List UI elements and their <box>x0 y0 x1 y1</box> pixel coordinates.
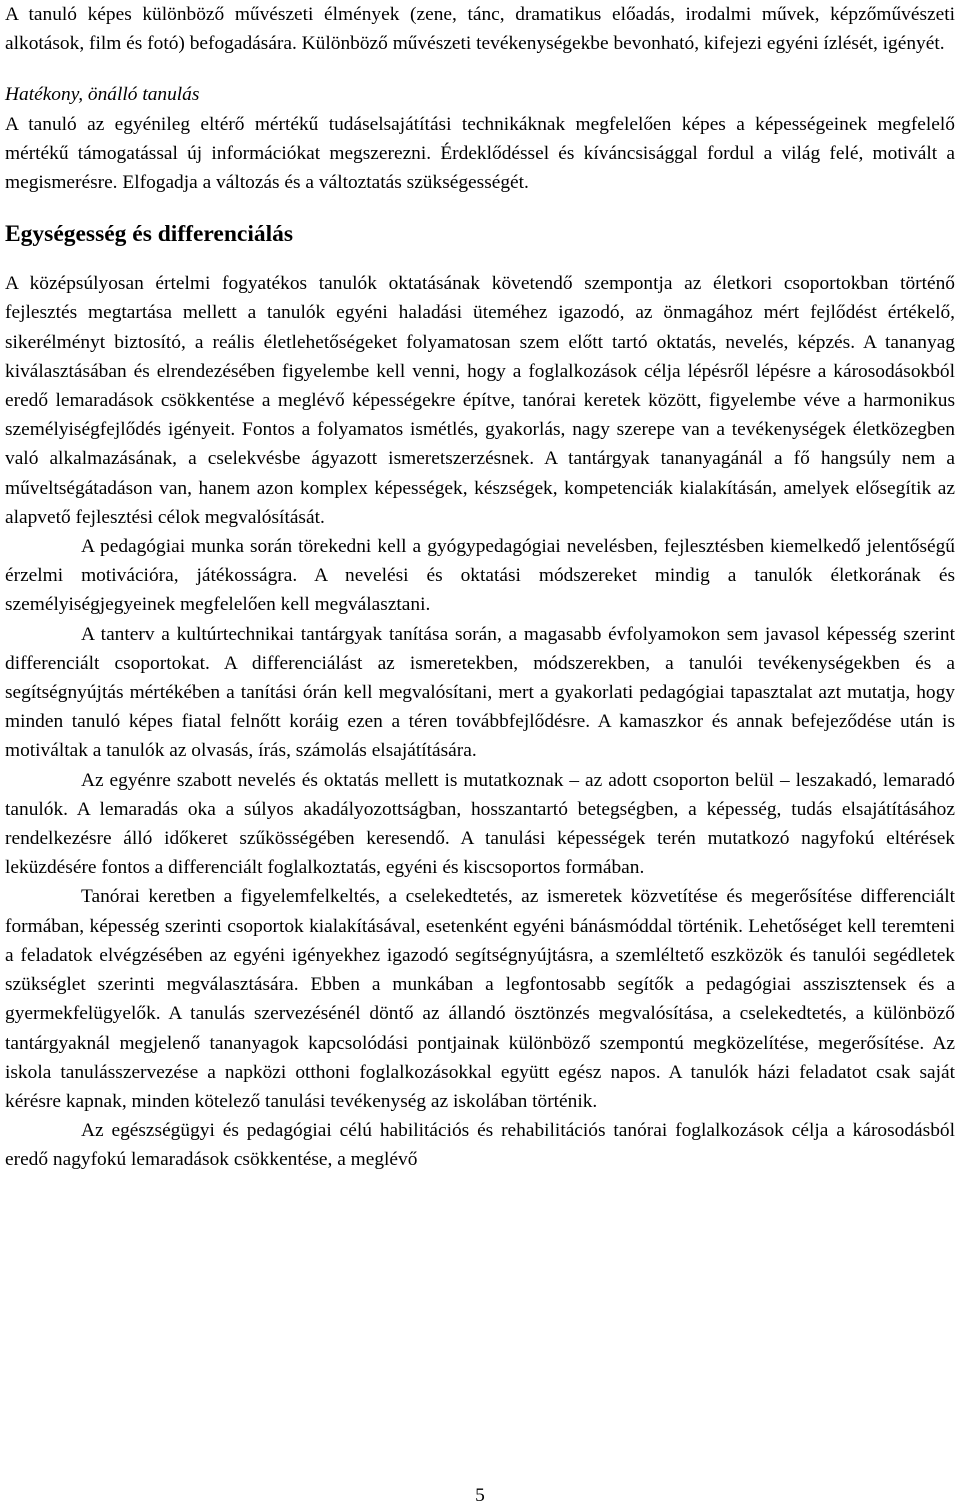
body-paragraph-6: Az egészségügyi és pedagógiai célú habilitációs és rehabilitációs tanórai foglalkozások célja a károsodásból eredő nagyfokú lemaradások csökkentése, a meglévő <box>5 1120 955 1171</box>
body-paragraph-3: A tanterv a kultúrtechnikai tantárgyak tanítása során, a magasabb évfolyamokon sem javasol képesség szerint differenciált csoportokat. A differenciálást az ismeretekben, módszerekben, a tanulói tevékenységekben és a segítségnyújtás mértékében a tanítási órán kell megvalósítani, mert a gyakorlati pedagógiai tapasztalat azt mutatja, hogy minden tanuló képes fiatal felnőtt koráig ezen a téren továbbfejlődésre. A kamaszkor és annak befejeződése után is motiváltak a tanulók az olvasás, írás, számolás elsajátítására. <box>5 623 955 762</box>
body-paragraph-2: A pedagógiai munka során törekedni kell a gyógypedagógiai nevelésben, fejlesztésben kiemelkedő jelentőségű érzelmi motivációra, játékosságra. A nevelési és oktatási módszereket mindig a tanulók életkorának és személyiségjegyeinek megfelelően kell megválasztani. <box>5 536 955 616</box>
body-paragraph-5: Tanórai keretben a figyelemfelkeltés, a cselekedtetés, az ismeretek közvetítése és megerősítése differenciált formában, képesség szerinti csoportok kialakításával, esetenként egyéni bánásmóddal történik. Lehetőséget kell teremteni a feladatok elvégzésében az egyéni igényekhez igazodó segítségnyújtásra, a szemléltető eszközök és tanulói segédletek szükséglet szerinti megválasztására. Ebben a munkában a legfontosabb segítők a pedagógiai asszisztensek és a gyermekfelügyelők. A tanulás szervezésénél döntő az állandó ösztönzés megvalósítása, a cselekedtetés, a különböző tantárgyaknál megjelenő tananyagok kapcsolódási pontjainak különböző szempontú megközelítése, megerősítése. Az iskola tanulásszervezése a napközi otthoni foglalkozásokkal együtt egész napos. A tanulók házi feladatot csak saját kérésre kapnak, minden kötelező tanulási tevékenység az iskolában történik. <box>5 886 955 1112</box>
section-subheading: Hatékony, önálló tanulás <box>5 84 200 106</box>
intro-paragraph: A tanuló képes különböző művészeti élmények (zene, tánc, dramatikus előadás, irodalmi művek, képzőművészeti alkotások, film és fotó) befogadására. Különböző művészeti tevékenységekbe bevonható, kifejezi egyéni ízlését, igényét. <box>5 4 955 55</box>
document-page <box>5 0 955 1175</box>
page-number: 5 <box>475 1485 485 1506</box>
section-heading: Egységesség és differenciálás <box>5 221 294 248</box>
body-paragraph-1: A középsúlyosan értelmi fogyatékos tanulók oktatásának követendő szempontja az életkori csoportokban történő fejlesztés megtartása mellett a tanulók egyéni haladási üteméhez igazodó, az önmagához mért fejlődést értékelő, sikerélményt biztosító, a reális életlehetőségeket folyamatosan szem előtt tartó oktatás, nevelés, képzés. A tananyag kiválasztásában és elrendezésében figyelembe kell venni, hogy a foglalkozások célja lépésről lépésre a károsodásokból eredő lemaradások csökkentése a meglévő képességekre építve, tanórai keretek között, figyelembe véve a harmonikus személyiségfejlődés igényeit. Fontos a folyamatos ismétlés, gyakorlás, nagy szerepe van a tevékenységek életközegben való alkalmazásának, a cselekvésbe ágyazott ismeretszerzésnek. A tantárgyak tananyagánál a fő hangsúly nem a műveltségátadáson van, hanem azon komplex képességek, készségek, kompetenciák kialakításán, amelyek elősegítik az alapvető fejlesztési célok megvalósítását. <box>5 273 955 528</box>
body-paragraph-4: Az egyénre szabott nevelés és oktatás mellett is mutatkoznak – az adott csoporton belül – leszakadó, lemaradó tanulók. A lemaradás oka a súlyos akadályozottságban, hosszantartó betegségben, a képesség, tudás elsajátításához rendelkezésre álló időkeret szűkösségében keresendő. A tanulási képességek terén mutatkozó nagyfokú eltérések leküzdésére fontos a differenciált foglalkoztatás, egyéni és kiscsoportos formában. <box>5 769 955 879</box>
subheading-paragraph: A tanuló az egyénileg eltérő mértékű tudáselsajátítási technikáknak megfelelően képes a képességeinek megfelelő mértékű támogatással új információkat megszerezni. Érdeklődéssel és kíváncsisággal fordul a világ felé, motivált a megismerésre. Elfogadja a változás és a változtatás szükségességét. <box>5 113 955 194</box>
